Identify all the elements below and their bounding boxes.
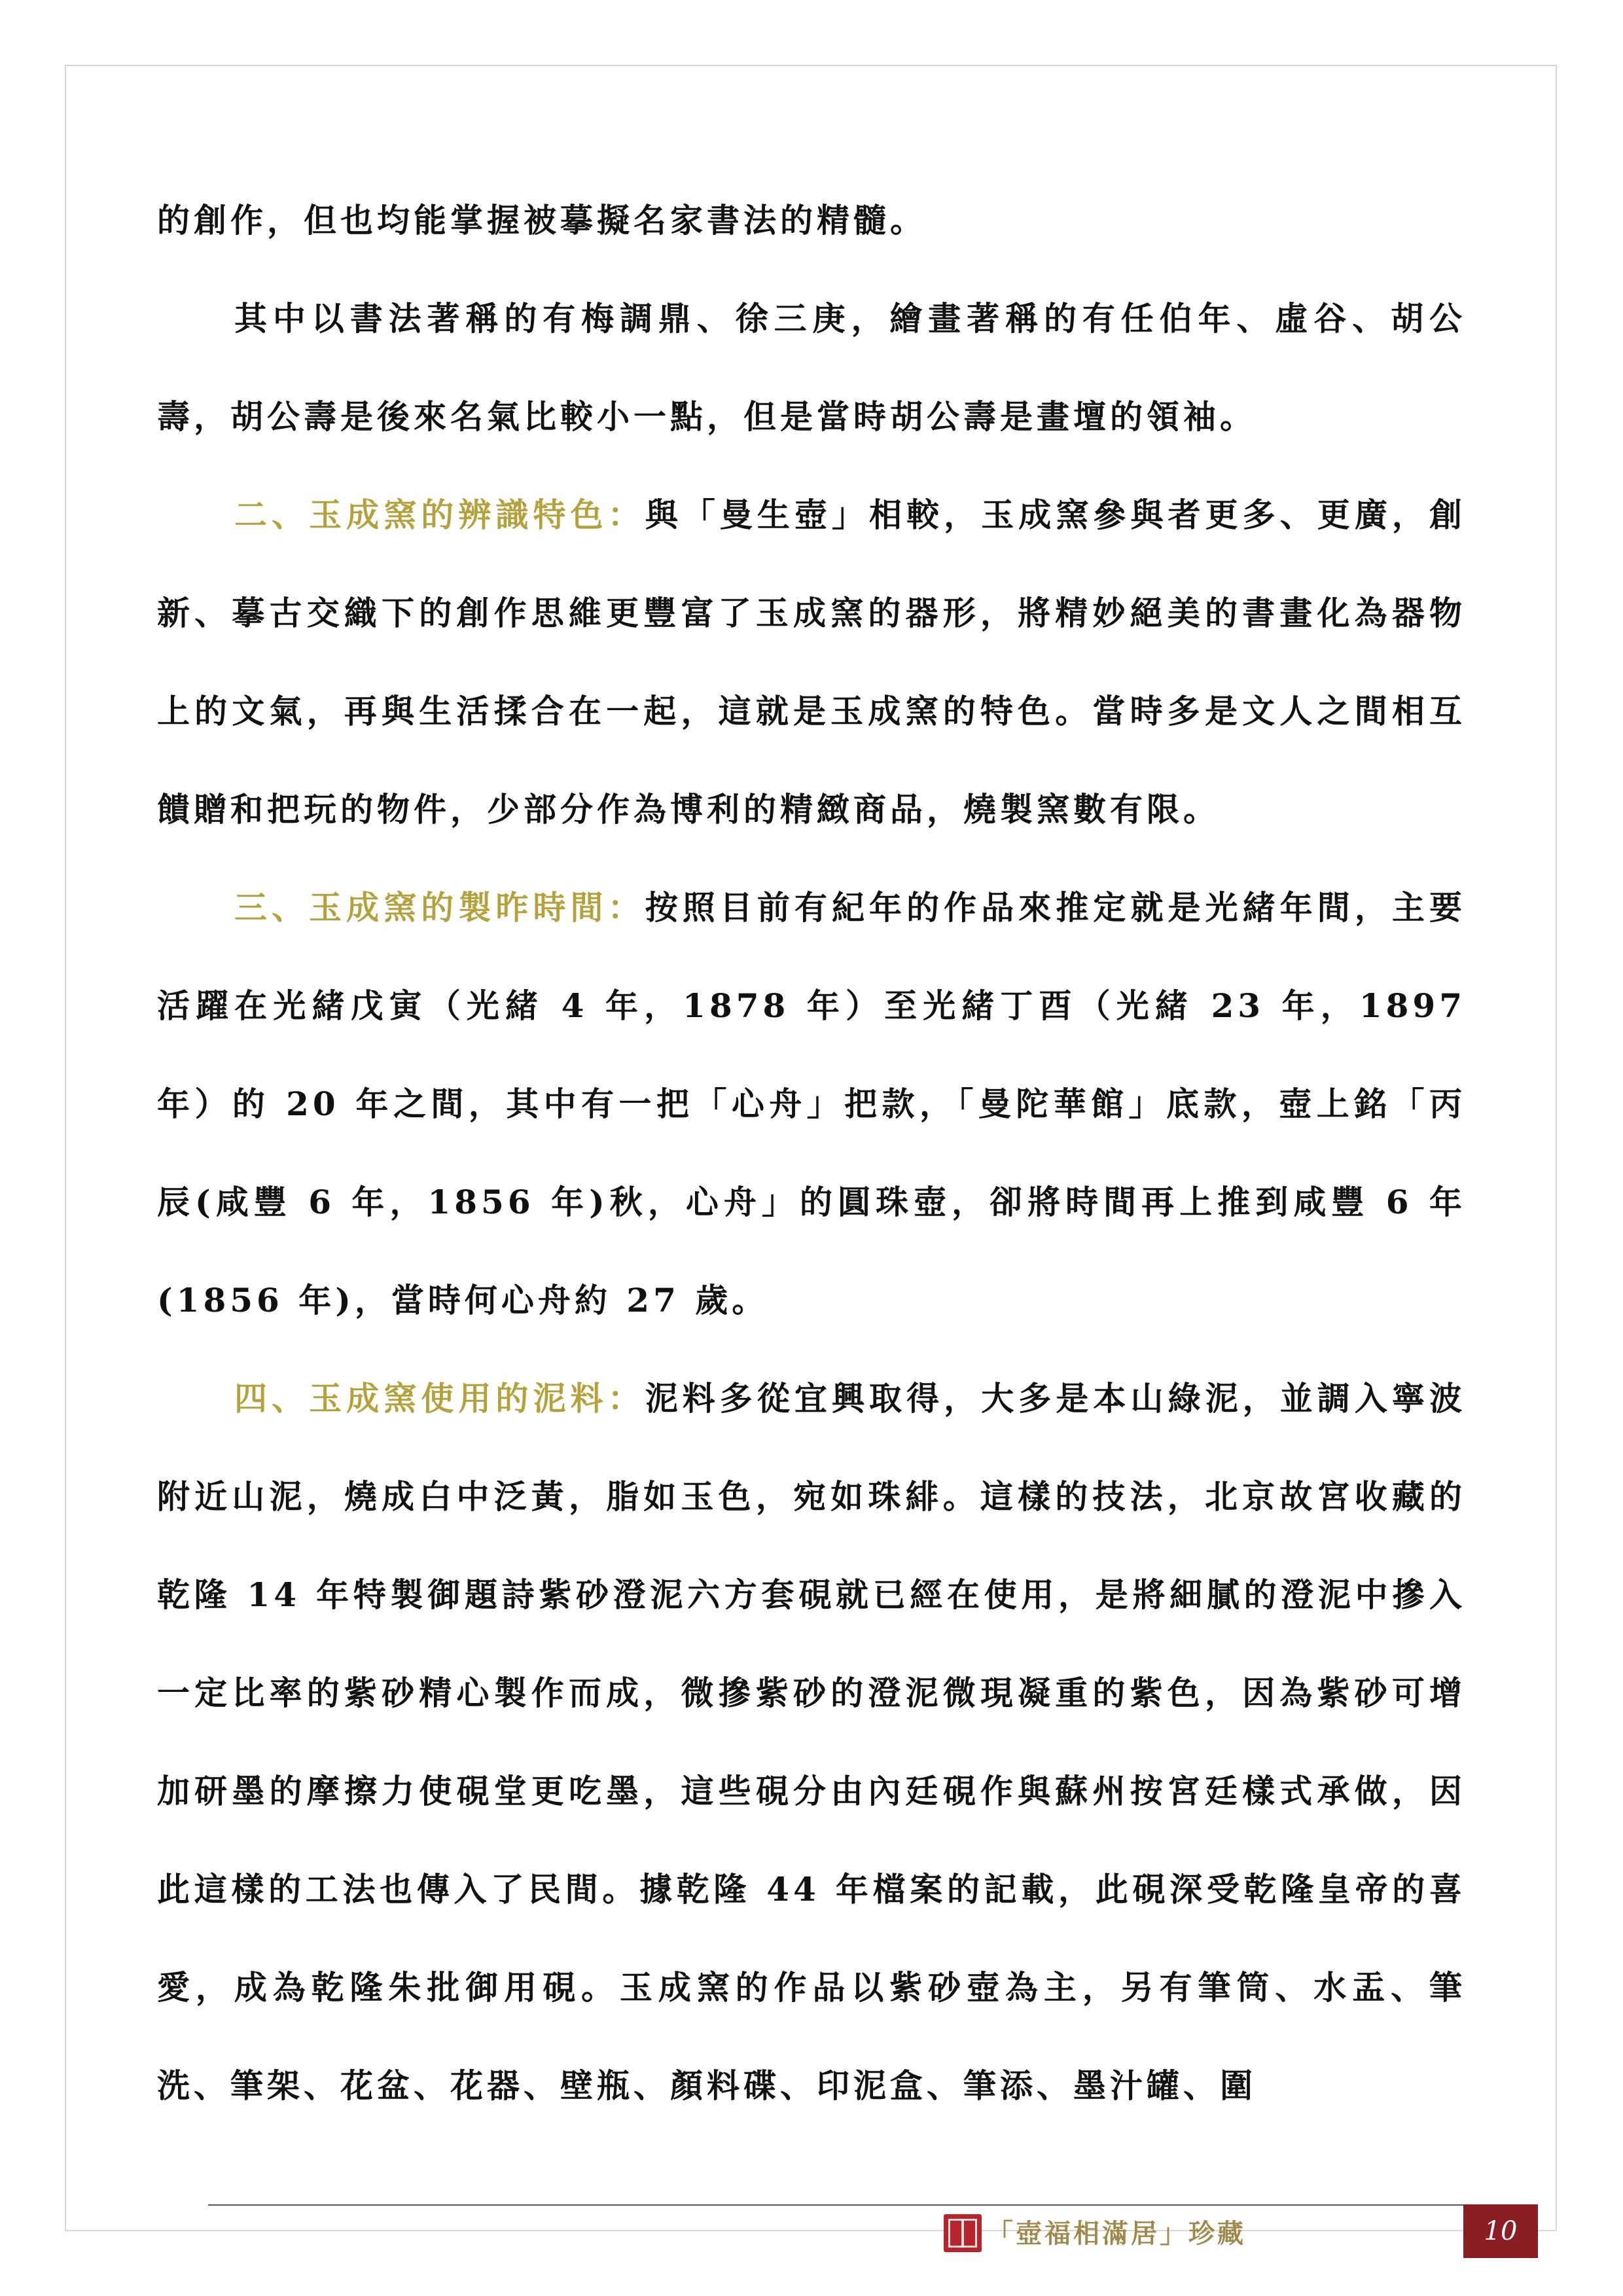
section-heading: 四、玉成窯使用的泥料： bbox=[234, 1379, 645, 1418]
paragraph-text: 其中以書法著稱的有梅調鼎、徐三庚，繪畫著稱的有任伯年、虛谷、胡公壽，胡公壽是後來名氣比較小一點，但是當時胡公壽是畫壇的領袖。 bbox=[157, 299, 1466, 436]
paragraph-text: 按照目前有紀年的作品來推定就是光緒年間，主要活躍在光緒戊寅（光緒 4 年，1878 年）至光緒丁酉（光緒 23 年，1897 年）的 20 年之間，其中有一把「心舟」把款，「曼陀華館」底款，壺上銘「丙辰(咸豐 6 年，1856 年)秋，心舟」的圓珠壺，卻將時間再上推到咸豐 6 年(1856 年)，當時何心舟約 27 歲。 bbox=[157, 888, 1466, 1319]
footer-collection-text: 「壺福相滿居」珍藏 bbox=[987, 2218, 1246, 2249]
paragraph-4 bbox=[157, 859, 1466, 1350]
paragraph-text: 泥料多從宜興取得，大多是本山綠泥，並調入寧波附近山泥，燒成白中泛黃，脂如玉色，宛如珠緋。這樣的技法，北京故宮收藏的乾隆 14 年特製御題詩紫砂澄泥六方套硯就已經在使用，是將細膩的澄泥中摻入一定比率的紫砂精心製作而成，微摻紫砂的澄泥微現凝重的紫色，因為紫砂可增加研墨的摩擦力使硯堂更吃墨，這些硯分由內廷硯作與蘇州按宮廷樣式承做，因此這樣的工法也傳入了民間。據乾隆 44 年檔案的記載，此硯深受乾隆皇帝的喜愛，成為乾隆朱批御用硯。玉成窯的作品以紫砂壺為主，另有筆筒、水盂、筆洗、筆架、花盆、花器、壁瓶、顏料碟、印泥盒、筆添、墨汁罐、圍 bbox=[157, 1379, 1466, 2105]
page-number-box bbox=[1463, 2204, 1538, 2258]
paragraph-2 bbox=[157, 270, 1466, 466]
red-seal-stamp-icon bbox=[944, 2214, 982, 2252]
paragraph-1 bbox=[157, 171, 1466, 270]
paragraph-5 bbox=[157, 1350, 1466, 2135]
section-heading: 二、玉成窯的辨識特色： bbox=[234, 495, 645, 534]
paragraph-3 bbox=[157, 466, 1466, 859]
page-number: 10 bbox=[1484, 2216, 1518, 2246]
document-body bbox=[157, 171, 1466, 2135]
paragraph-text: 的創作，但也均能掌握被摹擬名家書法的精髓。 bbox=[157, 201, 927, 240]
paragraph-text: 與「曼生壺」相較，玉成窯參與者更多、更廣，創新、摹古交織下的創作思維更豐富了玉成窯的器形，將精妙絕美的書畫化為器物上的文氣，再與生活揉合在一起，這就是玉成窯的特色。當時多是文人之間相互饋贈和把玩的物件，少部分作為博利的精緻商品，燒製窯數有限。 bbox=[157, 495, 1466, 829]
section-heading: 三、玉成窯的製昨時間： bbox=[234, 888, 645, 927]
footer-divider bbox=[208, 2204, 1465, 2206]
